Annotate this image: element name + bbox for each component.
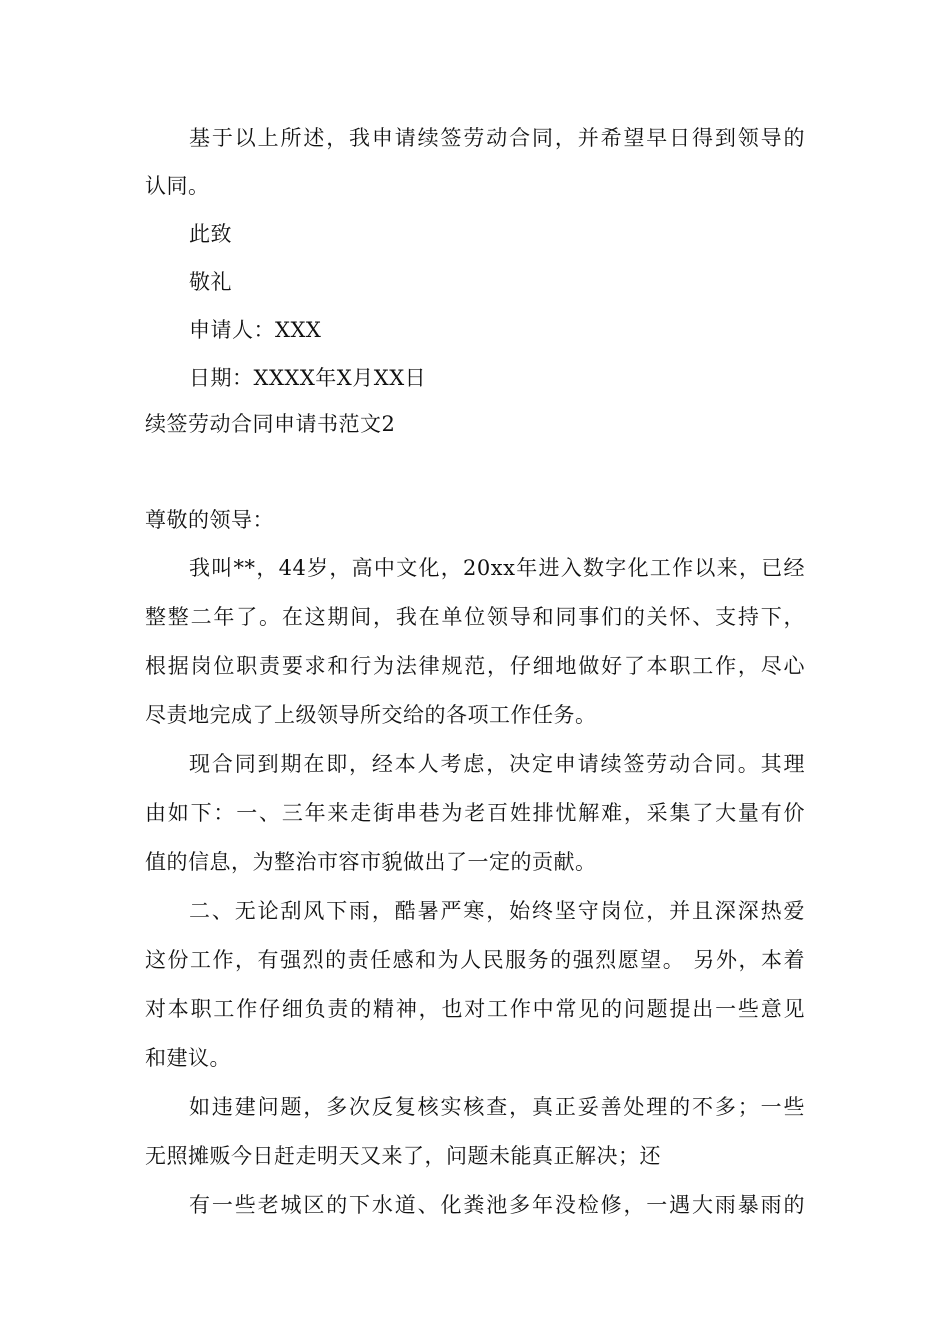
paragraph-line: 值的信息，为整治市容市貌做出了一定的贡献。	[145, 850, 597, 874]
paragraph-line: 有一些老城区的下水道、化粪池多年没检修，一遇大雨暴雨的	[189, 1193, 805, 1217]
paragraph-line: 如违建问题，多次反复核实核查，真正妥善处理的不多；一些	[189, 1095, 805, 1119]
paragraph-line: 认同。	[145, 174, 210, 198]
closing-regards: 敬礼	[189, 270, 232, 294]
paragraph-line: 基于以上所述，我申请续签劳动合同，并希望早日得到领导的	[189, 126, 805, 150]
paragraph-line: 和建议。	[145, 1046, 231, 1070]
paragraph-line: 尽责地完成了上级领导所交给的各项工作任务。	[145, 703, 597, 727]
paragraph-line: 对本职工作仔细负责的精神，也对工作中常见的问题提出一些意见	[145, 997, 805, 1021]
paragraph-line: 我叫**，44岁，高中文化，20xx年进入数字化工作以来，已经	[189, 556, 805, 580]
date-line: 日期：XXXX年X月XX日	[189, 366, 427, 390]
paragraph-line: 现合同到期在即，经本人考虑，决定申请续签劳动合同。其理	[189, 752, 805, 776]
paragraph-line: 这份工作，有强烈的责任感和为人民服务的强烈愿望。 另外，本着	[145, 948, 805, 972]
applicant-line: 申请人：XXX	[189, 318, 322, 342]
paragraph-line: 整整二年了。在这期间，我在单位领导和同事们的关怀、支持下，	[145, 605, 805, 629]
paragraph-line: 由如下：一、三年来走街串巷为老百姓排忧解难，采集了大量有价	[145, 801, 805, 825]
paragraph-line: 无照摊贩今日赶走明天又来了，问题未能真正解决；还	[145, 1144, 661, 1168]
paragraph-line: 二、无论刮风下雨，酷暑严寒，始终坚守岗位，并且深深热爱	[189, 899, 805, 923]
section-title: 续签劳动合同申请书范文2	[145, 412, 396, 436]
greeting-line: 尊敬的领导：	[145, 508, 274, 532]
closing-salutation: 此致	[189, 222, 232, 246]
paragraph-line: 根据岗位职责要求和行为法律规范，仔细地做好了本职工作，尽心	[145, 654, 805, 678]
